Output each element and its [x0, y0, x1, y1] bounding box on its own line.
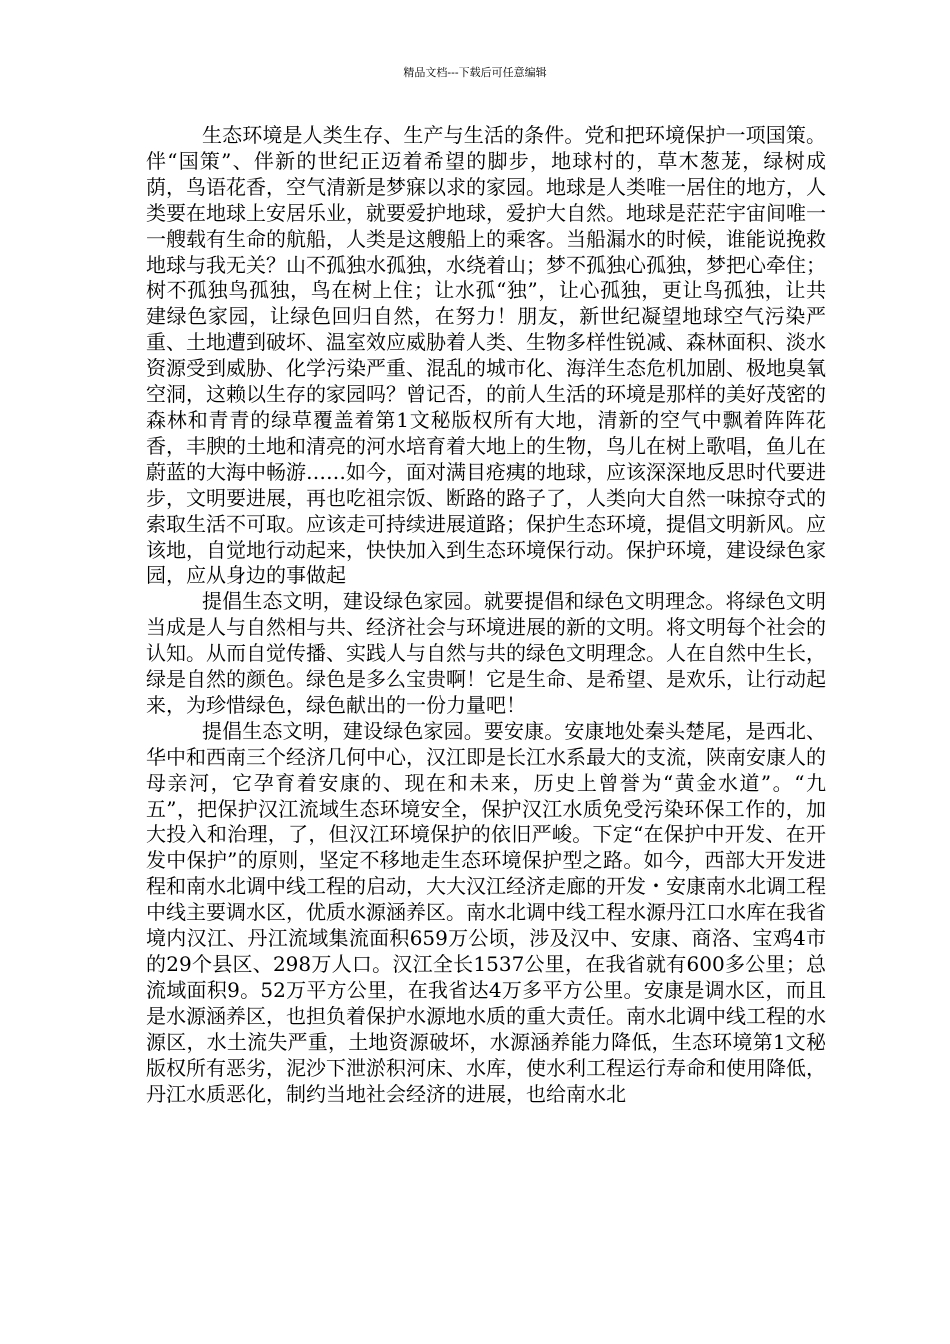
document-body	[146, 123, 826, 1107]
page-header: 精品文档---下载后可任意编辑	[403, 66, 547, 79]
paragraph-3: 提倡生态文明，建设绿色家园。要安康。安康地处秦头楚尾，是西北、华中和西南三个经济几何中心，汉江即是长江水系最大的支流，陕南安康人的母亲河，它孕育着安康的、现在和未来，历史上曾誉为“黄金水道”。“九五”，把保护汉江流域生态环境安全，保护汉江水质免受污染环保工作的，加大投入和治理，了，但汉江环境保护的依旧严峻。下定“在保护中开发、在开发中保护”的原则，坚定不移地走生态环境保护型之路。如今，西部大开发进程和南水北调中线工程的启动，大大汉江经济走廊的开发・安康南水北调工程中线主要调水区，优质水源涵养区。南水北调中线工程水源丹江口水库在我省境内汉江、丹江流域集流面积659万公顷，涉及汉中、安康、商洛、宝鸡4市的29个县区、298万人口。汉江全长1537公里，在我省就有600多公里；总流域面积9。52万平方公里，在我省达4万多平方公里。安康是调水区，而且是水源涵养区，也担负着保护水源地水质的重大责任。南水北调中线工程的水源区，水土流失严重，土地资源破坏，水源涵养能力降低，生态环境第1文秘版权所有恶劣，泥沙下泄淤积河床、水库，使水利工程运行寿命和使用降低，丹江水质恶化，制约当地社会经济的进展，也给南水北	[146, 718, 826, 1106]
paragraph-2: 提倡生态文明，建设绿色家园。就要提倡和绿色文明理念。将绿色文明当成是人与自然相与共、经济社会与环境进展的新的文明。将文明每个社会的认知。从而自觉传播、实践人与自然与共的绿色文明理念。人在自然中生长，绿是自然的颜色。绿色是多么宝贵啊！它是生命、是希望、是欢乐，让行动起来，为珍惜绿色，绿色献出的一份力量吧！	[146, 589, 826, 717]
paragraph-1: 生态环境是人类生存、生产与生活的条件。党和把环境保护一项国策。伴“国策”、伴新的世纪正迈着希望的脚步，地球村的，草木葱茏，绿树成荫，鸟语花香，空气清新是梦寐以求的家园。地球是人类唯一居住的地方，人类要在地球上安居乐业，就要爱护地球，爱护大自然。地球是茫茫宇宙间唯一一艘载有生命的航船，人类是这艘船上的乘客。当船漏水的时候，谁能说挽救地球与我无关？山不孤独水孤独，水绕着山；梦不孤独心孤独，梦把心牵住；树不孤独鸟孤独，鸟在树上住；让水孤“独”，让心孤独，更让鸟孤独，让共建绿色家园，让绿色回归自然，在努力！朋友，新世纪凝望地球空气污染严重、土地遭到破坏、温室效应威胁着人类、生物多样性锐减、森林面积、淡水资源受到威胁、化学污染严重、混乱的城市化、海洋生态危机加剧、极地臭氧空洞，这赖以生存的家园吗？曾记否，的前人生活的环境是那样的美好茂密的森林和青青的绿草覆盖着第1文秘版权所有大地，清新的空气中飘着阵阵花香，丰腴的土地和清亮的河水培育着大地上的生物，鸟儿在树上歌唱，鱼儿在蔚蓝的大海中畅游……如今，面对满目疮痍的地球，应该深深地反思时代要进步，文明要进展，再也吃祖宗饭、断路的路子了，人类向大自然一味掠夺式的索取生活不可取。应该走可持续进展道路；保护生态环境，提倡文明新风。应该地，自觉地行动起来，快快加入到生态环境保行动。保护环境，建设绿色家园，应从身边的事做起	[146, 123, 826, 588]
